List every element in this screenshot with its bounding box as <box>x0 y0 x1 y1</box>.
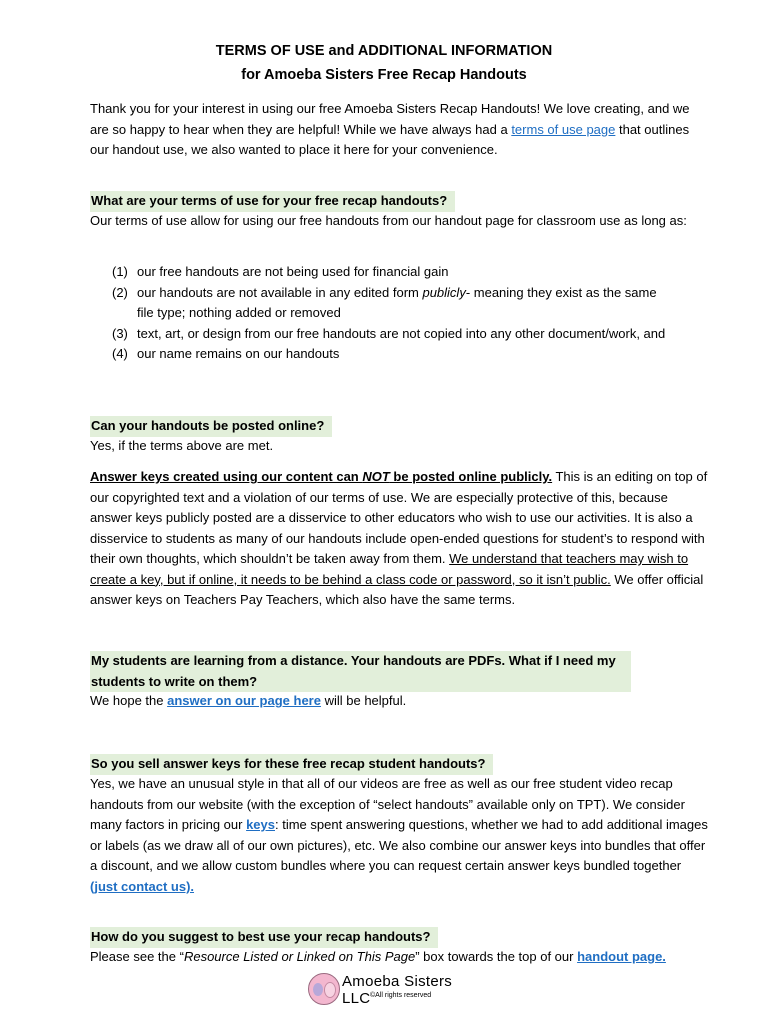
footer-rights: ©All rights reserved <box>370 992 432 999</box>
question-terms-of-use: What are your terms of use for your free recap handouts? <box>90 191 455 212</box>
answer-best-use: Please see the “Resource Listed or Linked on This Page” box towards the top of our handout page. <box>90 949 666 964</box>
contact-us-link[interactable]: (just contact us). <box>90 878 195 894</box>
amoeba-logo-icon <box>308 973 340 1005</box>
footer-logo <box>308 971 478 1007</box>
document-title: TERMS OF USE and ADDITIONAL INFORMATION <box>215 43 553 59</box>
question-distance-learning: My students are learning from a distance. Your handouts are PDFs. What if I need my students to write on them? <box>90 651 631 692</box>
footer-brand: Amoeba Sisters LLC <box>342 973 453 1007</box>
question-answer-keys: So you sell answer keys for these free recap student handouts? <box>90 754 493 775</box>
question-best-use: How do you suggest to best use your recap handouts? <box>90 927 438 948</box>
answer-posted-online: Yes, if the terms above are met. <box>90 438 274 453</box>
list-item: (4) our name remains on our handouts <box>112 346 340 361</box>
document-subtitle: for Amoeba Sisters Free Recap Handouts <box>241 67 527 83</box>
question-posted-online: Can your handouts be posted online? <box>90 416 332 437</box>
list-item: (2) our handouts are not available in any edited form publicly- meaning they exist as the same file type; nothing added or removed <box>112 284 657 320</box>
answer-answer-keys: Yes, we have an unusual style in that all of our videos are free as well as our free student video recap handouts from our website (with the exception of “select handouts” available only on TPT). We consider many factors in pricing our keys: time spent answering questions, whether we had to add additional images or labels (as we draw all of our own pictures), etc. We also combine our answer keys into bundles that offer a discount, and we allow custom bundles where you can request certain answer keys bundled together (just contact us). <box>90 776 708 894</box>
answer-keys-paragraph: Answer keys created using our content can NOT be posted online publicly. This is an editing on top of our copyrighted text and a violation of our terms of use. We are especially protective of this, because answer keys publicly posted are a disservice to other educators who wish to use our activities. It is also a disservice to students as many of our handouts include open-ended questions for student’s to respond with their own thoughts, which shouldn’t be taken away from them. We understand that teachers may wish to create a key, but if online, it needs to be behind a class code or password, so it isn’t public. We offer official answer keys on Teachers Pay Teachers, which also have the same terms. <box>90 469 708 607</box>
terms-list <box>112 262 672 365</box>
terms-of-use-link[interactable]: terms of use page <box>511 121 616 137</box>
answer-distance-learning: We hope the answer on our page here will be helpful. <box>90 693 407 708</box>
handout-page-link[interactable]: handout page. <box>577 949 666 964</box>
answer-terms-of-use: Our terms of use allow for using our free handouts from our handout page for classroom use as long as: <box>90 213 687 228</box>
keys-link[interactable]: keys <box>246 817 275 832</box>
intro-paragraph: Thank you for your interest in using our free Amoeba Sisters Recap Handouts! We love creating, and we are so happy to hear when they are helpful! While we have always had a terms of use page that outlines our handout use, we also wanted to place it here for your convenience. <box>90 101 690 157</box>
list-item: (1) our free handouts are not being used for financial gain <box>112 264 449 279</box>
answer-page-link[interactable]: answer on our page here <box>167 693 321 708</box>
list-item: (3) text, art, or design from our free handouts are not copied into any other document/work, and <box>112 325 666 341</box>
